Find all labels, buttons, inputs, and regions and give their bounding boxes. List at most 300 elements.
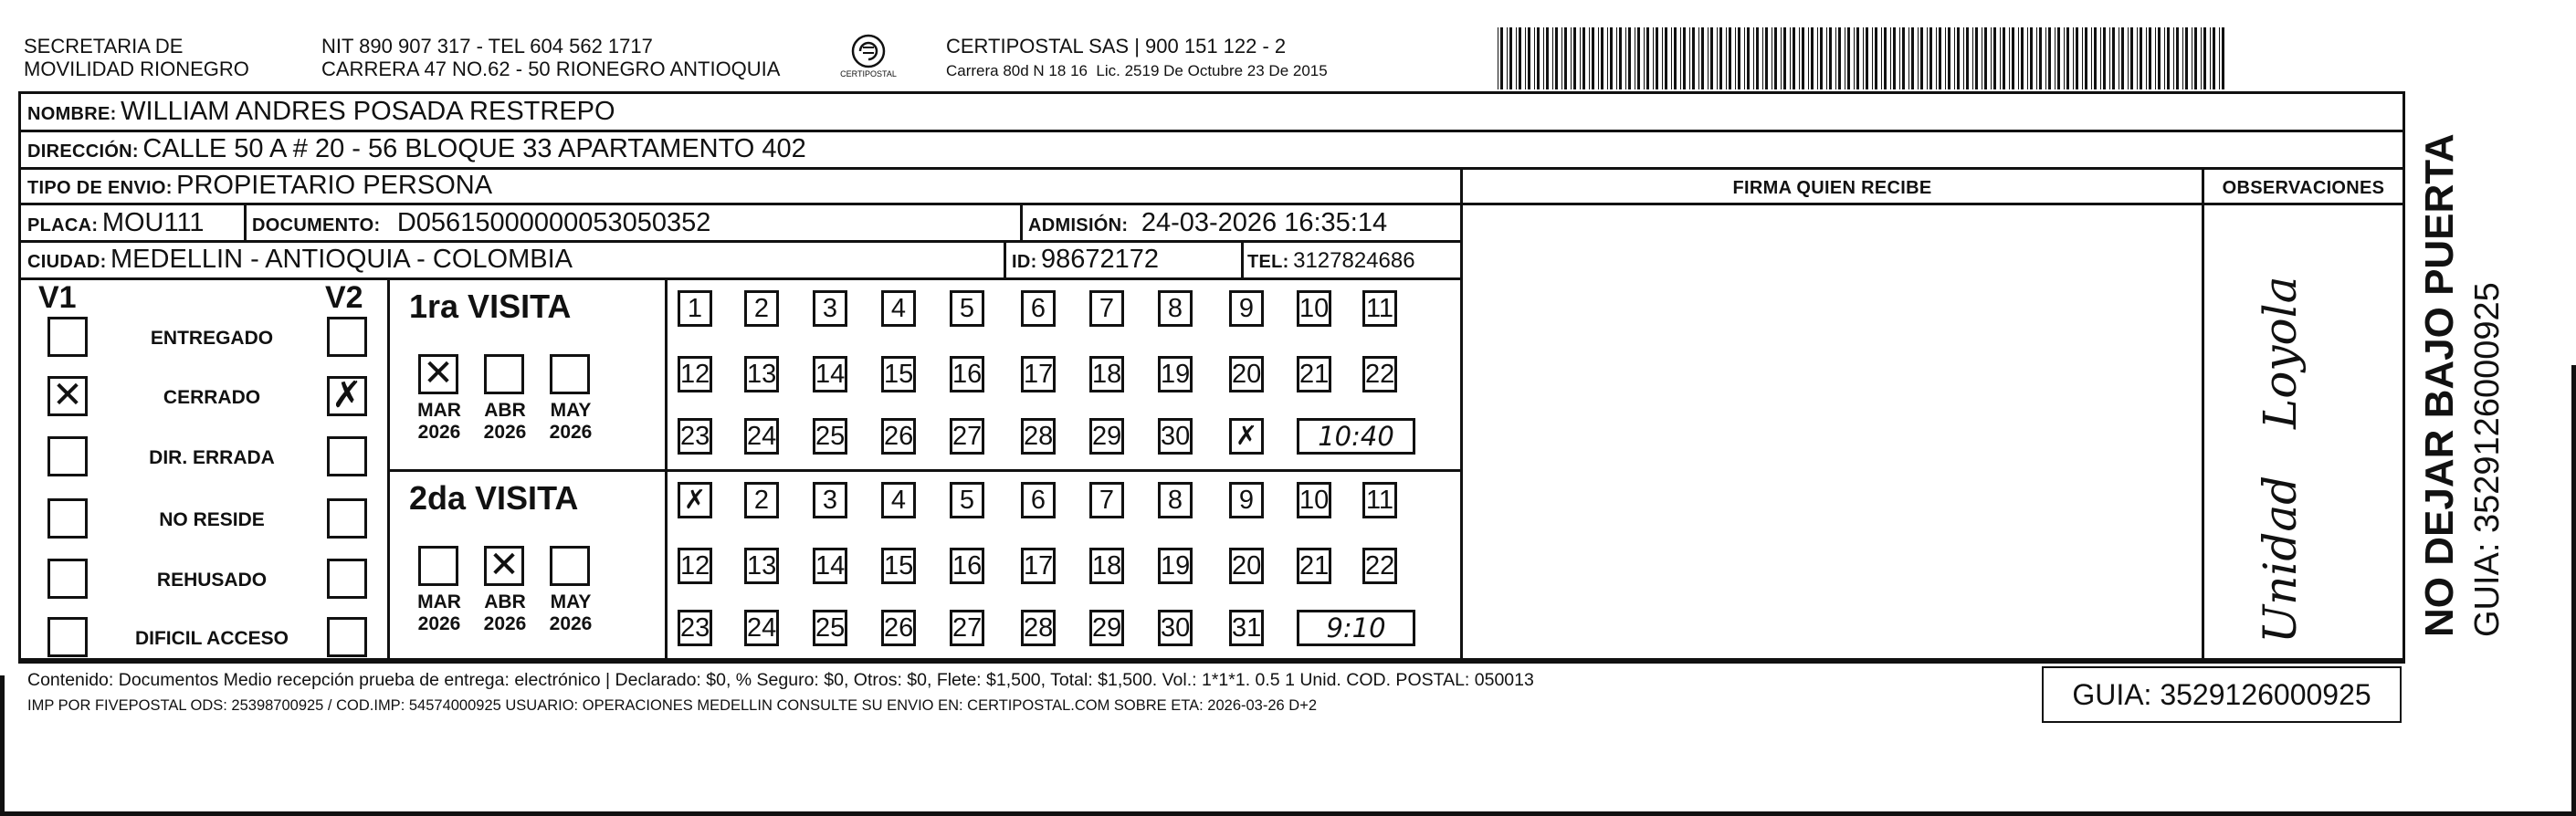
day-box[interactable]: 17: [1021, 356, 1056, 392]
barcode-bar: [2194, 27, 2197, 89]
day-box[interactable]: 25: [813, 610, 847, 646]
day-box[interactable]: 24: [744, 610, 779, 646]
day-box[interactable]: 5: [950, 290, 984, 327]
barcode-bar: [1674, 27, 1677, 89]
barcode-bar: [2100, 27, 2101, 89]
logo-text: CERTIPOSTAL: [840, 69, 897, 78]
day-box[interactable]: 23: [678, 610, 712, 646]
day-box[interactable]: 19: [1158, 548, 1193, 584]
day-box[interactable]: 6: [1021, 290, 1056, 327]
barcode-bar: [2112, 27, 2115, 89]
nit-line: NIT 890 907 317 - TEL 604 562 1717: [321, 35, 653, 58]
v2-label: V2: [325, 280, 363, 315]
day-box[interactable]: 25: [813, 418, 847, 455]
row-divider-5: [18, 277, 1463, 280]
barcode-bar: [2091, 27, 2092, 89]
ciudad-value: MEDELLIN - ANTIOQUIA - COLOMBIA: [110, 245, 573, 274]
admision-cell: [1028, 208, 1387, 238]
barcode-bar: [1500, 27, 1503, 89]
nombre-label: NOMBRE:: [27, 104, 117, 124]
v2-checkbox[interactable]: [327, 559, 367, 599]
status-label: NO RESIDE: [159, 509, 265, 530]
v2-checkbox[interactable]: ✗: [327, 376, 367, 416]
visit-divider-left: [387, 469, 665, 472]
id-label: ID:: [1012, 252, 1037, 272]
row-divider-footer: [18, 661, 2405, 664]
day-box[interactable]: 30: [1158, 610, 1193, 646]
barcode-bar: [2039, 27, 2042, 89]
day-box[interactable]: 11: [1362, 290, 1397, 327]
barcode-bar: [1592, 27, 1594, 89]
barcode-bar: [1927, 27, 1928, 89]
issuer-line-1: SECRETARIA DE: [24, 35, 184, 58]
day-box[interactable]: ✗: [678, 482, 712, 518]
v2-checkbox[interactable]: [327, 498, 367, 539]
day-box[interactable]: 19: [1158, 356, 1193, 392]
barcode-bar: [1582, 27, 1585, 89]
day-box[interactable]: 21: [1297, 548, 1331, 584]
day-box[interactable]: 2: [744, 290, 779, 327]
barcode-bar: [1890, 27, 1891, 89]
placa-divider: [244, 203, 247, 240]
status-label: ENTREGADO: [150, 328, 274, 349]
barcode-bar: [1738, 27, 1740, 89]
barcode-bar: [1872, 27, 1873, 89]
barcode-bar: [2055, 27, 2056, 89]
month-checkbox[interactable]: ✕: [418, 354, 458, 394]
id-value: 98672172: [1041, 245, 1160, 274]
day-box[interactable]: 17: [1021, 548, 1056, 584]
barcode-bar: [1543, 27, 1544, 89]
barcode-bar: [1902, 27, 1905, 89]
barcode-bar: [2021, 27, 2024, 89]
admision-divider: [1020, 203, 1023, 240]
day-box[interactable]: 14: [813, 356, 847, 392]
barcode-bar: [1519, 27, 1521, 89]
barcode-bar: [1753, 27, 1754, 89]
day-box[interactable]: ✗: [1229, 418, 1264, 455]
barcode-bar: [1793, 27, 1795, 89]
barcode-bar: [2137, 27, 2138, 89]
barcode-bar: [1555, 27, 1558, 89]
barcode-bar: [1644, 27, 1645, 89]
barcode-bar: [2158, 27, 2161, 89]
barcode-bar: [1662, 27, 1663, 89]
visit-time-box[interactable]: 10:40: [1297, 418, 1415, 455]
documento-label: DOCUMENTO:: [252, 215, 381, 235]
issuer-line-2: MOVILIDAD RIONEGRO: [24, 58, 249, 80]
month-label: ABR: [484, 591, 526, 612]
day-box[interactable]: 8: [1158, 290, 1193, 327]
barcode-bar: [1945, 27, 1946, 89]
day-box[interactable]: 28: [1021, 610, 1056, 646]
tipo-row: [27, 171, 492, 201]
month-year: 2026: [417, 422, 461, 443]
month-checkbox[interactable]: ✕: [484, 546, 524, 586]
address-line: CARRERA 47 NO.62 - 50 RIONEGRO ANTIOQUIA: [321, 58, 781, 80]
footer-line-2: IMP POR FIVEPOSTAL ODS: 25398700925 / COD.IMP: 54574000925 USUARIO: OPERACIONES MEDELLIN CONSULTE SU ENVIO EN: CERTIPOSTAL.COM SOBRE ETA: 2026-03-26 D+2: [27, 697, 1318, 714]
barcode-bar: [2130, 27, 2133, 89]
barcode-bar: [1509, 27, 1512, 89]
month-checkbox[interactable]: [418, 546, 458, 586]
barcode-bar: [1939, 27, 1941, 89]
visit-divider-right: [665, 469, 1463, 472]
barcode-bar: [1826, 27, 1827, 89]
month-year: 2026: [549, 613, 593, 634]
v2-checkbox[interactable]: [327, 317, 367, 357]
id-divider: [1004, 240, 1006, 277]
barcode-bar: [2155, 27, 2156, 89]
guia-box-text: GUIA: 3529126000925: [2072, 678, 2371, 711]
barcode-bar: [1619, 27, 1622, 89]
barcode-bar: [1838, 27, 1841, 89]
barcode-bar: [1963, 27, 1964, 89]
barcode-bar: [1854, 27, 1855, 89]
month-checkbox[interactable]: [550, 354, 590, 394]
day-box[interactable]: 12: [678, 548, 712, 584]
day-box[interactable]: 29: [1089, 418, 1124, 455]
v1-label: V1: [38, 280, 77, 315]
barcode-bar: [2140, 27, 2142, 89]
tel-label: TEL:: [1247, 252, 1289, 272]
barcode-bar: [1571, 27, 1572, 89]
barcode-bar: [1692, 27, 1695, 89]
barcode-bar: [1954, 27, 1955, 89]
barcode-bar: [1589, 27, 1590, 89]
barcode-bar: [1637, 27, 1640, 89]
month-year: 2026: [549, 422, 593, 443]
barcode-bar: [1625, 27, 1626, 89]
barcode-bar: [1534, 27, 1535, 89]
v1-checkbox[interactable]: [47, 317, 88, 357]
firma-header-divider: [1463, 203, 2405, 205]
barcode-bar: [1744, 27, 1745, 89]
day-box[interactable]: 24: [744, 418, 779, 455]
barcode-bar: [1993, 27, 1996, 89]
barcode-bar: [1829, 27, 1832, 89]
obs-handwriting-lower: Unidad: [2254, 475, 2307, 643]
day-box[interactable]: 16: [950, 548, 984, 584]
barcode-bar: [1717, 27, 1718, 89]
barcode-bar: [1899, 27, 1900, 89]
admision-value: 24-03-2026 16:35:14: [1141, 208, 1388, 237]
barcode-bar: [1729, 27, 1731, 89]
month-label: MAY: [550, 591, 592, 612]
barcode-bar: [1665, 27, 1667, 89]
day-box[interactable]: 15: [881, 548, 916, 584]
barcode-bar: [1698, 27, 1699, 89]
barcode-bar: [1537, 27, 1540, 89]
barcode-bar: [1683, 27, 1686, 89]
row-divider-1: [18, 130, 2405, 132]
day-box[interactable]: 26: [881, 418, 916, 455]
barcode-bar: [2128, 27, 2129, 89]
day-box[interactable]: 22: [1362, 548, 1397, 584]
barcode-bar: [1552, 27, 1553, 89]
placa-cell: [27, 208, 205, 238]
month-year: 2026: [417, 613, 461, 634]
barcode-bar: [1680, 27, 1681, 89]
barcode-bar: [2176, 27, 2179, 89]
barcode-bar: [2182, 27, 2183, 89]
barcode-bar: [2009, 27, 2010, 89]
courier-line-2: Carrera 80d N 18 16 Lic. 2519 De Octubre 23 De 2015: [946, 62, 1328, 79]
visit-title: 2da VISITA: [409, 479, 579, 517]
barcode-bar: [1790, 27, 1791, 89]
barcode-bar: [2109, 27, 2110, 89]
barcode-bar: [1610, 27, 1613, 89]
page-border-right: [2571, 365, 2576, 816]
tipo-value: PROPIETARIO PERSONA: [176, 171, 493, 200]
barcode-bar: [1929, 27, 1932, 89]
day-box[interactable]: 20: [1229, 548, 1264, 584]
visit-time-box[interactable]: 9:10: [1297, 610, 1415, 646]
barcode-bar: [1893, 27, 1896, 89]
barcode-bar: [2066, 27, 2069, 89]
barcode-bar: [1920, 27, 1923, 89]
barcode-bar: [1656, 27, 1658, 89]
barcode-bar: [1546, 27, 1549, 89]
barcode-bar: [1507, 27, 1508, 89]
side-warning: NO DEJAR BAJO PUERTA: [2417, 133, 2462, 637]
barcode-bar: [1564, 27, 1567, 89]
day-box[interactable]: 27: [950, 418, 984, 455]
barcode-bar: [1856, 27, 1859, 89]
day-box[interactable]: 11: [1362, 482, 1397, 518]
day-box[interactable]: 15: [881, 356, 916, 392]
barcode-bar: [1948, 27, 1950, 89]
barcode-bar: [2149, 27, 2151, 89]
tel-value: 3127824686: [1293, 248, 1415, 273]
direccion-label: DIRECCIÓN:: [27, 141, 139, 162]
barcode: [1498, 27, 2228, 89]
barcode-bar: [2027, 27, 2028, 89]
visit-title: 1ra VISITA: [409, 288, 572, 325]
month-checkbox[interactable]: [484, 354, 524, 394]
barcode-bar: [1765, 27, 1768, 89]
day-box[interactable]: 7: [1089, 482, 1124, 518]
barcode-bar: [1607, 27, 1608, 89]
barcode-bar: [1708, 27, 1709, 89]
col-divider-right: [2403, 130, 2405, 172]
v2-checkbox[interactable]: [327, 436, 367, 476]
day-box[interactable]: 1: [678, 290, 712, 327]
documento-cell: [252, 208, 710, 238]
courier-line-1: CERTIPOSTAL SAS | 900 151 122 - 2: [946, 35, 1287, 58]
barcode-bar: [1847, 27, 1850, 89]
barcode-bar: [1701, 27, 1704, 89]
month-checkbox[interactable]: [550, 546, 590, 586]
barcode-bar: [1820, 27, 1823, 89]
day-box[interactable]: 21: [1297, 356, 1331, 392]
day-box[interactable]: 26: [881, 610, 916, 646]
day-box[interactable]: 14: [813, 548, 847, 584]
barcode-bar: [2018, 27, 2019, 89]
id-cell: [1012, 245, 1159, 275]
barcode-bar: [1783, 27, 1786, 89]
day-box[interactable]: 12: [678, 356, 712, 392]
barcode-bar: [1884, 27, 1887, 89]
month-label: ABR: [484, 400, 526, 421]
guia-box: [2042, 666, 2402, 723]
status-label: CERRADO: [163, 387, 261, 408]
barcode-bar: [2185, 27, 2188, 89]
barcode-bar: [1516, 27, 1517, 89]
barcode-bar: [2085, 27, 2087, 89]
v1-checkbox[interactable]: [47, 436, 88, 476]
day-box[interactable]: 7: [1089, 290, 1124, 327]
barcode-bar: [2030, 27, 2033, 89]
row-divider-4: [18, 240, 1463, 243]
day-box[interactable]: 13: [744, 356, 779, 392]
day-box[interactable]: 29: [1089, 610, 1124, 646]
barcode-bar: [1573, 27, 1576, 89]
nombre-value: WILLIAM ANDRES POSADA RESTREPO: [121, 97, 615, 126]
barcode-bar: [2094, 27, 2097, 89]
tipo-label: TIPO DE ENVIO:: [27, 178, 173, 198]
barcode-bar: [2057, 27, 2060, 89]
barcode-bar: [1671, 27, 1672, 89]
day-box[interactable]: 27: [950, 610, 984, 646]
barcode-bar: [2012, 27, 2014, 89]
day-box[interactable]: 10: [1297, 290, 1331, 327]
barcode-bar: [1747, 27, 1750, 89]
day-box[interactable]: 30: [1158, 418, 1193, 455]
day-box[interactable]: 22: [1362, 356, 1397, 392]
barcode-bar: [1735, 27, 1736, 89]
barcode-bar: [1866, 27, 1868, 89]
side-guia: GUIA: 3529126000925: [2468, 282, 2507, 637]
barcode-bar: [1528, 27, 1530, 89]
barcode-bar: [1762, 27, 1763, 89]
tel-divider: [1241, 240, 1244, 277]
day-box[interactable]: 9: [1229, 482, 1264, 518]
barcode-bar: [2201, 27, 2202, 89]
month-year: 2026: [483, 422, 527, 443]
barcode-bar: [1957, 27, 1960, 89]
month-label: MAR: [417, 400, 461, 421]
day-box[interactable]: 5: [950, 482, 984, 518]
barcode-bar: [1601, 27, 1603, 89]
barcode-bar: [2167, 27, 2170, 89]
day-box[interactable]: 13: [744, 548, 779, 584]
barcode-bar: [2073, 27, 2074, 89]
day-box[interactable]: 31: [1229, 610, 1264, 646]
placa-value: MOU111: [101, 208, 205, 237]
barcode-bar: [2210, 27, 2211, 89]
barcode-bar: [2000, 27, 2001, 89]
barcode-bar: [2219, 27, 2220, 89]
month-label: MAR: [417, 591, 461, 612]
barcode-bar: [2121, 27, 2124, 89]
day-box[interactable]: 16: [950, 356, 984, 392]
day-box[interactable]: 18: [1089, 548, 1124, 584]
barcode-bar: [1646, 27, 1649, 89]
barcode-bar: [1875, 27, 1877, 89]
certipostal-logo: [833, 31, 904, 88]
documento-value: D05615000000053050352: [396, 208, 711, 237]
v1-checkbox[interactable]: [47, 559, 88, 599]
day-box[interactable]: 20: [1229, 356, 1264, 392]
barcode-bar: [1799, 27, 1800, 89]
day-box[interactable]: 2: [744, 482, 779, 518]
barcode-bar: [2076, 27, 2078, 89]
v1-checkbox[interactable]: [47, 498, 88, 539]
day-box[interactable]: 18: [1089, 356, 1124, 392]
barcode-bar: [2173, 27, 2174, 89]
day-box[interactable]: 8: [1158, 482, 1193, 518]
day-box[interactable]: 4: [881, 482, 916, 518]
admision-label: ADMISIÓN:: [1028, 215, 1129, 235]
direccion-row: [27, 134, 806, 164]
barcode-bar: [1616, 27, 1617, 89]
barcode-bar: [1525, 27, 1526, 89]
month-year: 2026: [483, 613, 527, 634]
barcode-bar: [2222, 27, 2224, 89]
barcode-bar: [2203, 27, 2206, 89]
page-border-left: [0, 675, 5, 816]
barcode-bar: [1726, 27, 1727, 89]
barcode-bar: [1710, 27, 1713, 89]
day-box[interactable]: 23: [678, 418, 712, 455]
barcode-bar: [1918, 27, 1919, 89]
barcode-bar: [2082, 27, 2083, 89]
barcode-bar: [1817, 27, 1818, 89]
barcode-bar: [1808, 27, 1809, 89]
col-divider-firma: [1460, 167, 1463, 661]
status-label: REHUSADO: [156, 570, 268, 591]
barcode-bar: [2146, 27, 2147, 89]
day-box[interactable]: 9: [1229, 290, 1264, 327]
barcode-bar: [1835, 27, 1836, 89]
day-box[interactable]: 3: [813, 482, 847, 518]
col-divider-obs: [2202, 167, 2204, 661]
barcode-bar: [2103, 27, 2106, 89]
barcode-bar: [1756, 27, 1759, 89]
barcode-bar: [1719, 27, 1722, 89]
status-label: DIFICIL ACCESO: [134, 628, 289, 649]
barcode-bar: [1984, 27, 1987, 89]
barcode-bar: [2048, 27, 2051, 89]
barcode-bar: [1972, 27, 1973, 89]
v2-checkbox[interactable]: [327, 617, 367, 657]
page-border-bottom: [0, 811, 2576, 816]
barcode-bar: [1936, 27, 1937, 89]
barcode-bar: [1628, 27, 1631, 89]
barcode-bar: [1966, 27, 1969, 89]
barcode-bar: [2036, 27, 2037, 89]
direccion-value: CALLE 50 A # 20 - 56 BLOQUE 33 APARTAMENTO 402: [142, 134, 806, 163]
ciudad-cell: [27, 245, 573, 275]
tel-cell: [1247, 248, 1415, 274]
barcode-bar: [2045, 27, 2046, 89]
nombre-row: [27, 97, 615, 127]
barcode-bar: [2164, 27, 2165, 89]
month-label: MAY: [550, 400, 592, 421]
day-box[interactable]: 10: [1297, 482, 1331, 518]
barcode-bar: [1781, 27, 1782, 89]
v1-checkbox[interactable]: ✕: [47, 376, 88, 416]
day-box[interactable]: 6: [1021, 482, 1056, 518]
day-box[interactable]: 3: [813, 290, 847, 327]
day-box[interactable]: 28: [1021, 418, 1056, 455]
status-label: DIR. ERRADA: [149, 447, 275, 468]
barcode-bar: [1580, 27, 1581, 89]
v1-checkbox[interactable]: [47, 617, 88, 657]
barcode-bar: [1863, 27, 1864, 89]
day-box[interactable]: 4: [881, 290, 916, 327]
row-divider-2: [18, 167, 2405, 170]
